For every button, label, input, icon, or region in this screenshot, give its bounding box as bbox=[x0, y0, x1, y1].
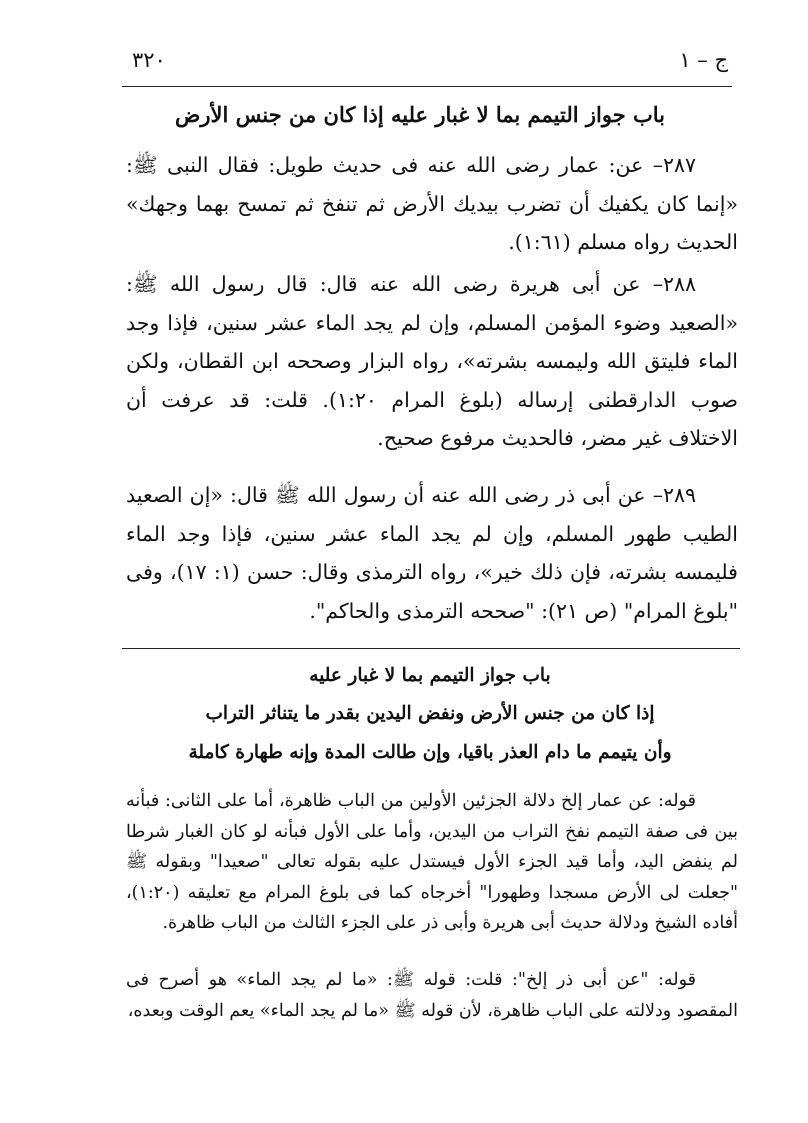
hadith-287: ٢٨٧– عن: عمار رضى الله عنه فى حديث طويل: فقال النبى ﷺ: «إنما كان يكفيك أن تضرب بيديك الأرض ثم تنفخ ثم تمسح بهما وجهك» الحديث رواه مسلم (١:٦١). bbox=[126, 153, 738, 254]
chapter-title: باب جواز التيمم بما لا غبار عليه إذا كان من جنس الأرض bbox=[174, 102, 666, 127]
header-divider bbox=[122, 86, 732, 87]
page-number: ٣٢٠ bbox=[132, 48, 166, 72]
commentary-title-line-2: إذا كان من جنس الأرض ونفض اليدين بقدر ما يتناثر التراب bbox=[205, 703, 655, 724]
section-divider bbox=[122, 648, 740, 649]
volume-label: ج – ١ bbox=[679, 48, 728, 72]
hadith-289: ٢٨٩– عن أبى ذر رضى الله عنه أن رسول الله ﷺ قال: «إن الصعيد الطيب طهور المسلم، وإن لم يجد الماء عشر سنين، فإذا وجد الماء فليمسه بشرته، فإن ذلك خير»، رواه الترمذى وقال: حسن (١: ١٧)، وفى "بلوغ المرام" (ص ٢١): "صححه الترمذى والحاكم". bbox=[126, 483, 738, 623]
commentary-title-line-3: وأن يتيمم ما دام العذر باقيا، وإن طالت المدة وإنه طهارة كاملة bbox=[188, 742, 672, 763]
commentary-paragraph-1: قوله: عن عمار إلخ دلالة الجزئين الأولين من الباب ظاهرة، أما على الثانى: فبأنه بين فى صفة التيمم نفخ التراب من اليدين، وأما على الأول فبأنه لو كان الغبار شرطا لم ينفض اليد، وأما قيد الجزء الأول فيستدل عليه بقوله تعالى "صعيدا" وبقوله ﷺ "جعلت لى الأرض مسجدا وطهورا" أخرجاه كما فى بلوغ المرام مع تعليقه (١:٢٠)، أفاده الشيخ ودلالة حديث أبى هريرة وأبى ذر على الجزء الثالث من الباب ظاهرة. bbox=[126, 791, 738, 933]
running-header bbox=[122, 42, 732, 82]
commentary-paragraph-2: قوله: "عن أبى ذر إلخ": قلت: قوله ﷺ: «ما لم يجد الماء» هو أصرح فى المقصود ودلالته على الباب ظاهرة، لأن قوله ﷺ «ما لم يجد الماء» يعم الوقت وبعده، bbox=[126, 970, 738, 1021]
commentary-title-line-1: باب جواز التيمم بما لا غبار عليه bbox=[309, 665, 551, 686]
hadith-288: ٢٨٨– عن أبى هريرة رضى الله عنه قال: قال رسول الله ﷺ: «الصعيد وضوء المؤمن المسلم، وإن لم يجد الماء عشر سنين، فإذا وجد الماء فليتق الله وليمسه بشرته»، رواه البزار وصححه ابن القطان، ولكن صوب الدارقطنى إرساله (بلوغ المرام ١:٢٠). قلت: قد عرفت أن الاختلاف غير مضر، فالحديث مرفوع صحيح. bbox=[126, 272, 738, 450]
